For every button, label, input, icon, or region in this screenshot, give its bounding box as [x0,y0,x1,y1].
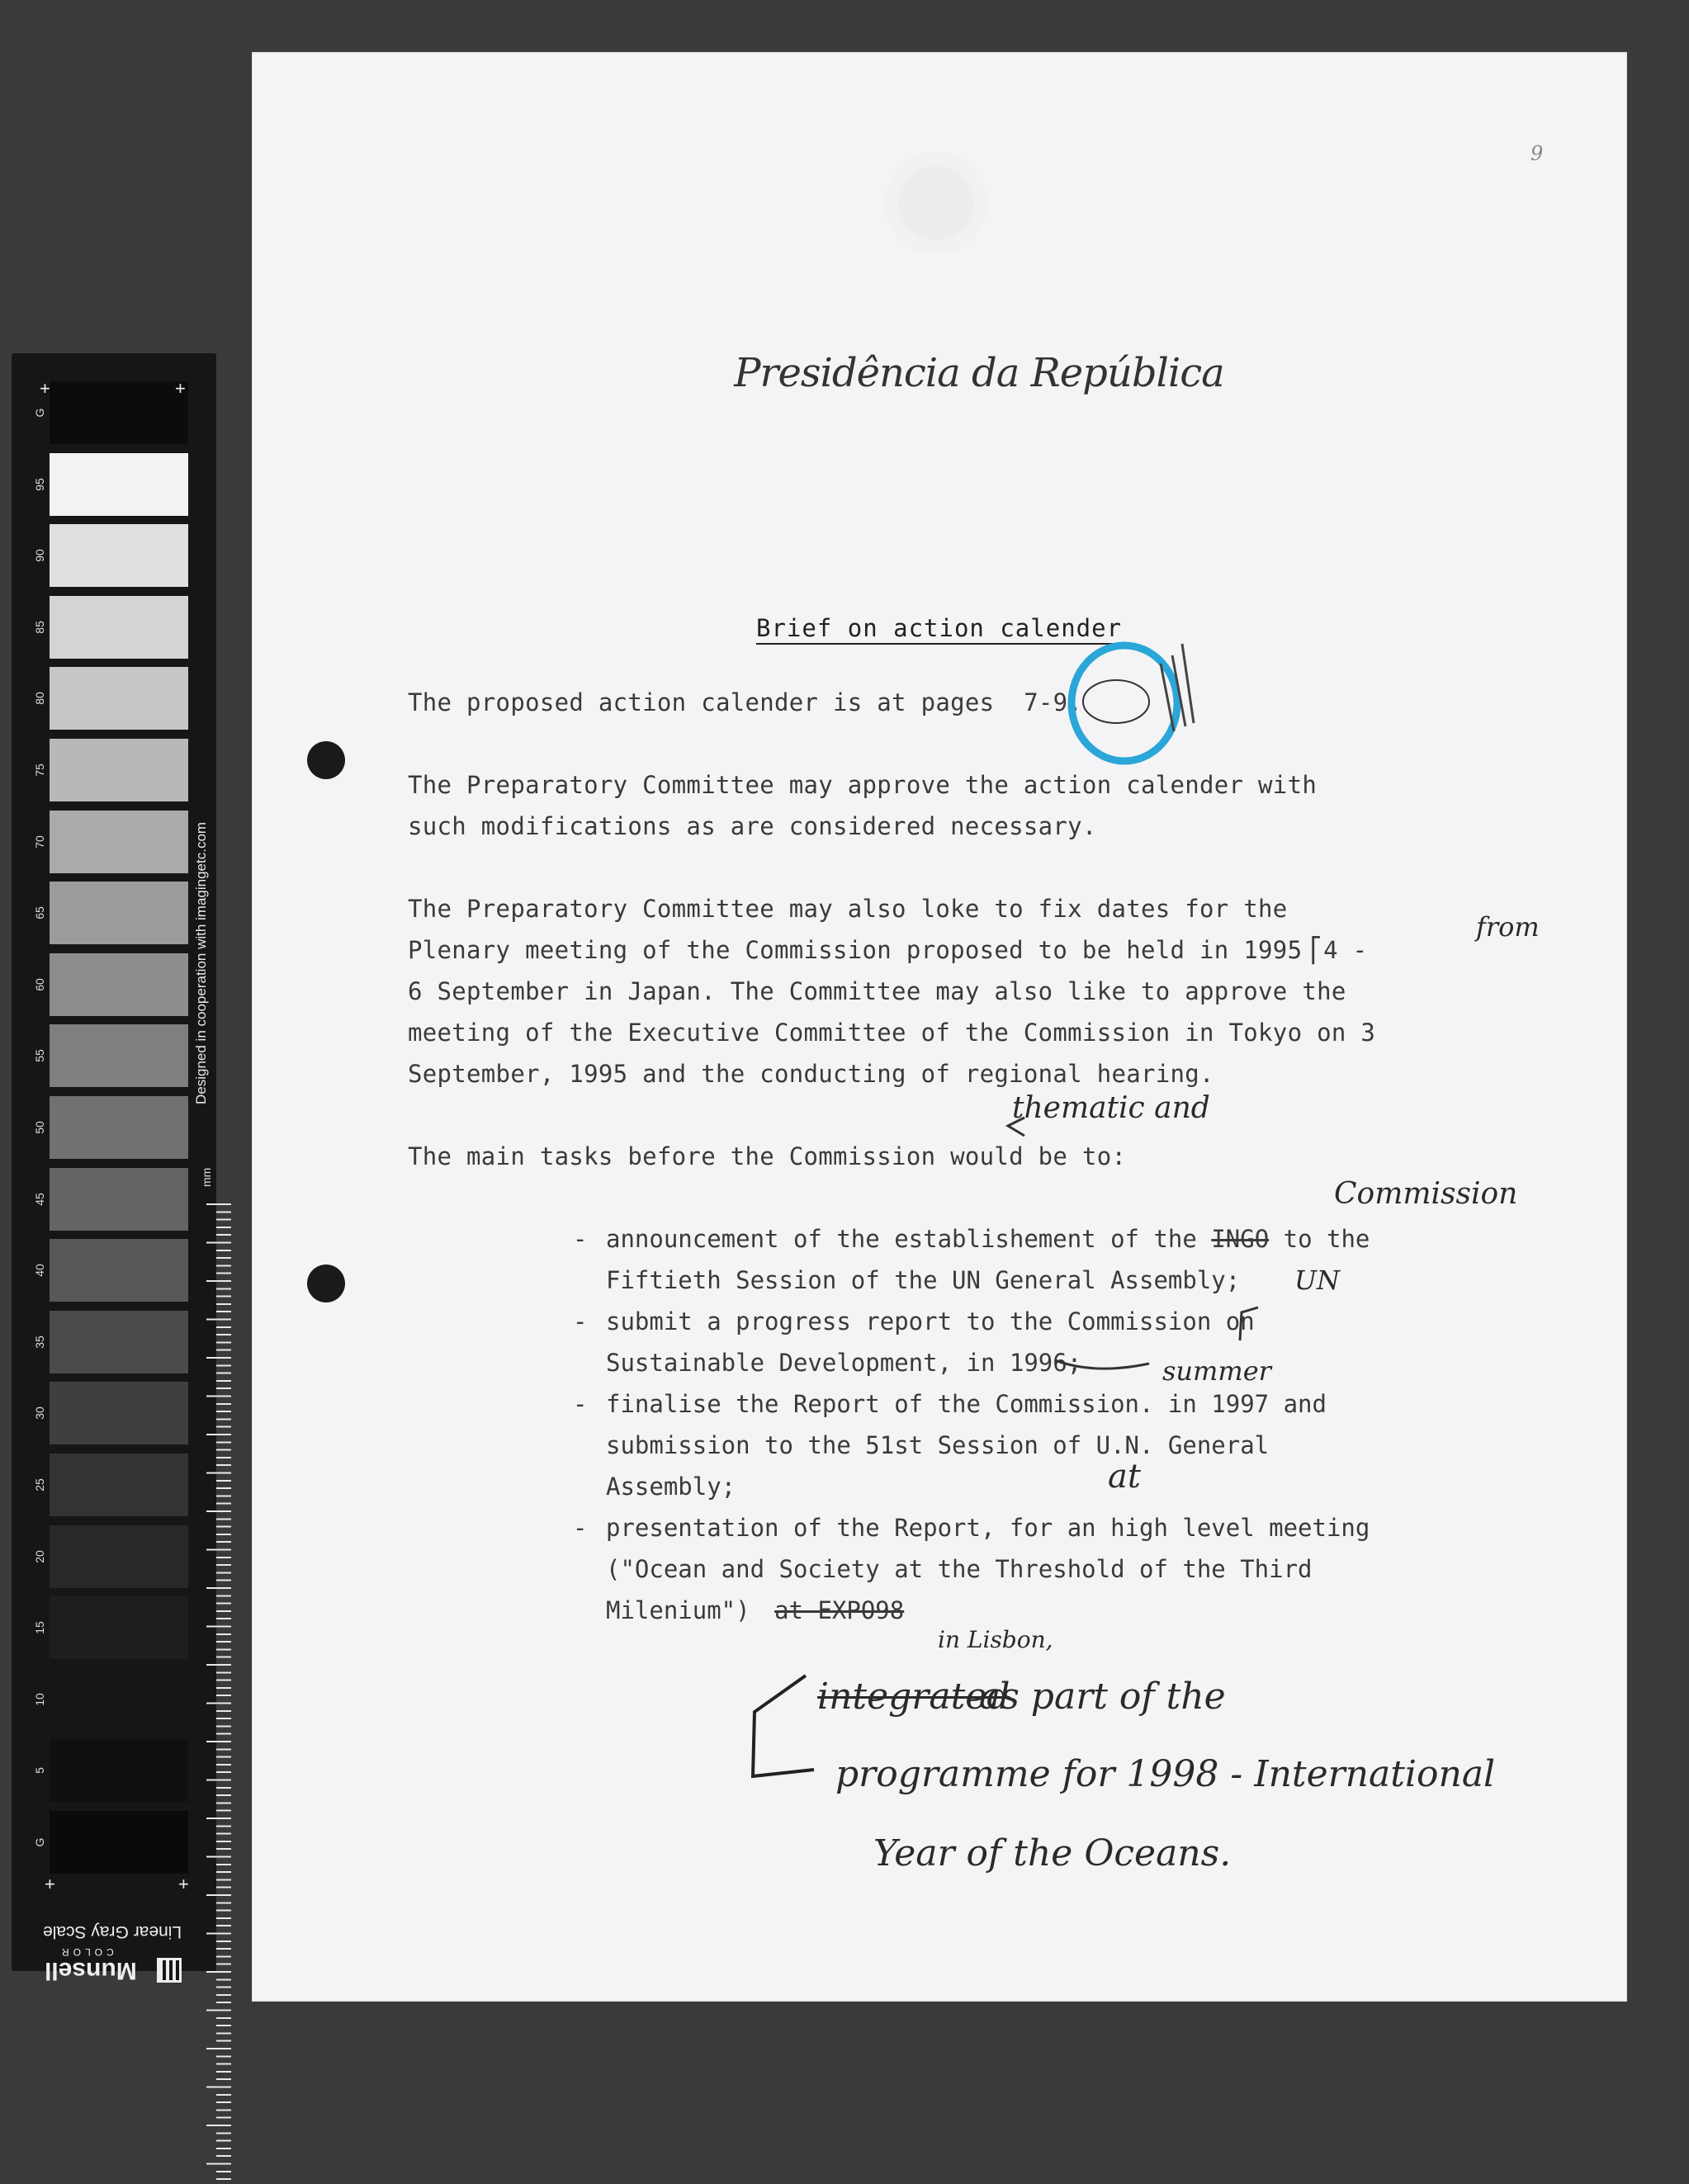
bullet-3-line-3: Assembly; [606,1473,736,1501]
paragraph-2-line-1: The Preparatory Committee may approve the action calender with [408,771,1318,799]
bullet-2-line-1: submit a progress report to the Commission on [606,1307,1255,1335]
insert-bracket-mark [753,1676,814,1776]
bullet-dash: - [573,1390,588,1418]
swatch-label: 55 [33,1049,46,1063]
paragraph-3-line-5: September, 1995 and the conducting of regional hearing. [408,1060,1214,1088]
paragraph-3-line-1: The Preparatory Committee may also loke to fix dates for the [408,895,1288,923]
handwritten-un: UN [1294,1265,1340,1296]
munsell-logo-icon [157,1958,182,1983]
swatch-label: 95 [33,477,46,491]
swatch-label: G [33,408,46,418]
swatch-label: 5 [33,1767,46,1775]
gray-swatch [50,1311,188,1373]
gray-swatch [50,1525,188,1588]
gray-swatch [50,811,188,873]
gray-swatch [50,596,188,659]
gray-swatch [50,1596,188,1659]
swatch-label: 70 [33,834,46,849]
registration-mark: + [175,378,186,399]
punch-hole [307,741,345,779]
brand-sub: COLOR [58,1946,114,1958]
paragraph-1-text: The proposed action calender is at pages [408,688,995,716]
gray-swatch [50,667,188,730]
paragraph-3-line-3: 6 September in Japan. The Committee may also like to approve the [408,977,1346,1005]
swatch-label: 50 [33,1121,46,1134]
bullet-1-line-2: Fiftieth Session of the UN General Assembly; [606,1266,1241,1294]
gray-swatch [50,1024,188,1087]
blue-circle-mark [1072,645,1177,761]
punch-hole [307,1265,345,1302]
swatch-label: 45 [33,1192,46,1206]
document-title: Brief on action calender [756,614,1123,642]
bullet-4-line-3: Milenium") at EXPO98 [606,1596,905,1624]
swatch-label: 75 [33,763,46,777]
gray-swatch [50,953,188,1016]
swatch-label: 35 [33,1335,46,1349]
swatch-label: G [33,1837,46,1847]
paragraph-4: The main tasks before the Commission would be to: [408,1142,1127,1170]
handwritten-commission: Commission [1334,1177,1518,1211]
gray-scale-card [12,353,216,1984]
gray-swatch [50,1739,188,1802]
scale-name: Linear Gray Scale [43,1922,182,1941]
handwritten-note-line-1: as part of the [979,1676,1226,1718]
caret-mark [1008,1118,1024,1136]
registration-mark: + [178,1874,189,1894]
swatch-label: 85 [33,621,46,634]
ruler-ticks [216,1203,231,2184]
swatch-label: 80 [33,692,46,706]
handwritten-at: at [1108,1458,1141,1496]
swatch-label: 65 [33,906,46,919]
handwritten-integrated: integrated [817,1676,1010,1718]
swatch-label: 20 [33,1549,46,1563]
page-number: 9 [1531,142,1544,165]
swatch-label: 90 [33,549,46,562]
gray-swatch [50,381,188,444]
handwritten-thematic: thematic and [1012,1091,1210,1125]
gray-swatch [50,1668,188,1731]
scale-credit: Designed in cooperation with imagingetc.com [193,821,209,1104]
gray-swatch [50,882,188,944]
handwritten-summer: summer [1162,1355,1271,1387]
registration-mark: + [40,378,50,399]
struck-ingo: INGO [1211,1225,1270,1253]
paragraph-2-line-2: such modifications as are considered necessary. [408,812,1097,840]
bullet-dash: - [573,1307,588,1335]
paragraph-3-line-4: meeting of the Executive Committee of the Commission in Tokyo on 3 [408,1019,1376,1047]
paragraph-3-line-2: Plenary meeting of the Commission proposed to be held in 1995 ⎡4 - [408,936,1368,964]
bullet-dash: - [573,1225,588,1253]
page-range: 7-9. [1024,688,1083,716]
handwritten-lisbon: in Lisbon, [938,1626,1053,1653]
gray-swatch [50,1454,188,1516]
gray-swatch [50,1239,188,1302]
summer-insert-mark [1055,1360,1149,1369]
gray-swatch [50,739,188,801]
scale-unit: mm [200,1167,213,1187]
bullet-dash: - [573,1514,588,1542]
gray-swatch [50,524,188,587]
caret-mark [1240,1307,1258,1340]
gray-swatch [50,453,188,516]
swatch-label: 40 [33,1264,46,1277]
struck-expo: at EXPO98 [774,1596,905,1624]
bullet-3-line-1: finalise the Report of the Commission. in 1997 and [606,1390,1327,1418]
annotation-strokes [253,53,1626,2001]
bullet-2-line-2: Sustainable Development, in 1996; [606,1349,1082,1377]
swatch-label: 30 [33,1406,46,1421]
bullet-4-line-2: ("Ocean and Society at the Threshold of the Third [606,1555,1313,1583]
handwritten-from: from [1476,911,1540,943]
pencil-circle-mark [1083,680,1149,723]
bullet-4-line-1: presentation of the Report, for an high level meeting [606,1514,1370,1542]
gray-swatch [50,1382,188,1444]
registration-mark: + [45,1874,55,1894]
swatch-label: 60 [33,978,46,991]
document-page [253,53,1626,2001]
ruler-major-ticks [206,1203,218,2184]
handwritten-note-line-2: programme for 1998 - International [835,1753,1496,1795]
gray-swatch [50,1168,188,1231]
bullet-3-line-2: submission to the 51st Session of U.N. General [606,1431,1270,1459]
handwritten-note-line-3: Year of the Oceans. [873,1832,1232,1874]
gray-swatch [50,1096,188,1159]
letterhead: Presidência da República [734,350,1224,396]
swatch-label: 15 [33,1621,46,1634]
bullet-1-line-1: announcement of the establishement of the INGO to the [606,1225,1370,1253]
gray-swatch [50,1811,188,1874]
swatch-label: 25 [33,1478,46,1491]
brand-name: Munsell [45,1957,137,1984]
swatch-label: 10 [33,1693,46,1706]
